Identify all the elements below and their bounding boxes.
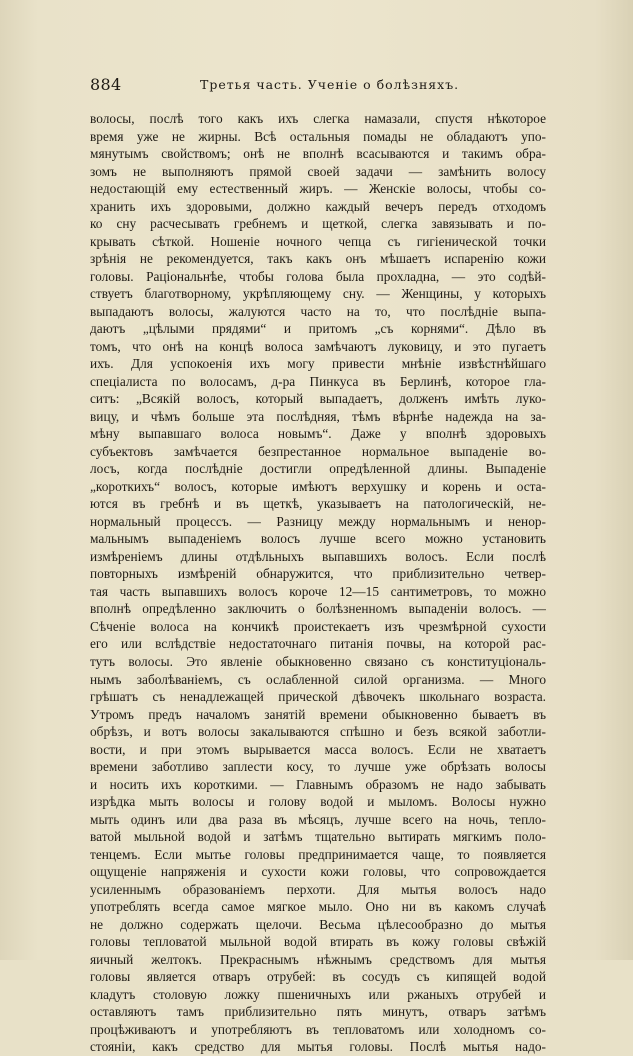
text-line: зрѣнія не рекомендуется, такъ какъ онъ мѣшаетъ испаренію кожи	[90, 251, 546, 267]
text-line: лосъ, когда послѣдніе достигли опредѣленной длины. Выпаденіе	[90, 461, 546, 477]
text-line: тутъ волосы. Это явленіе обыкновенно связано съ конституціональ-	[90, 653, 546, 669]
text-line: грѣшатъ съ ненадлежащей прической дѣвочекъ школьнаго возраста.	[90, 689, 546, 705]
text-line: головы является отваръ отрубей: въ сосудъ съ кипящей водой	[90, 969, 546, 985]
text-line: томъ, что онѣ на концѣ волоса замѣчаютъ луковицу, и это пугаетъ	[90, 338, 546, 354]
text-line: мыть одинъ или два раза въ мѣсяцъ, лучше всего на ночь, тепло-	[90, 811, 546, 827]
page-header	[90, 75, 543, 97]
text-line: хранить ихъ здоровыми, должно каждый вечеръ передъ отходомъ	[90, 198, 546, 214]
text-line: время уже не жирны. Всѣ остальныя помады не обладаютъ упо-	[90, 128, 546, 144]
text-line: тая часть выпавшихъ волосъ короче 12—15 сантиметровъ, то можно	[90, 583, 546, 599]
text-line: употреблять всегда самое мягкое мыло. Оно ни въ какомъ случаѣ	[90, 899, 546, 915]
text-line: и носить ихъ короткими. — Главнымъ образомъ не надо забывать	[90, 776, 546, 792]
text-line: спеціалиста по волосамъ, д-ра Пинкуса въ Берлинѣ, которое гла-	[90, 373, 546, 389]
text-line: вполнѣ опредѣленно заключить о болѣзненномъ выпаденіи волосъ. —	[90, 601, 546, 617]
text-line: процѣживаютъ и употребляютъ въ тепловатомъ или холодномъ со-	[90, 1021, 546, 1037]
text-line: мальнымъ выпаденіемъ волосъ лучше всего можно установить	[90, 531, 546, 547]
text-line: обрѣзъ, и вотъ волосы закалываются спѣшно и безъ всякой заботли-	[90, 724, 546, 740]
text-line: кладутъ столовую ложку пшеничныхъ или ржаныхъ отрубей и	[90, 986, 546, 1002]
text-line: крывать сѣткой. Ношеніе ночного чепца съ гигіенической точки	[90, 233, 546, 249]
text-line: не должно содержать щелочи. Весьма цѣлесообразно до мытья	[90, 916, 546, 932]
text-line: головы тепловатой мыльной водой втирать въ кожу головы свѣжій	[90, 934, 546, 950]
text-line: мянутымъ свойствомъ; онѣ не вполнѣ всасываются и такимъ обра-	[90, 146, 546, 162]
text-line: Утромъ предъ началомъ занятій времени обыкновенно бываетъ въ	[90, 706, 546, 722]
text-line: мѣну выпавшаго волоса новымъ“. Даже у вполнѣ здоровыхъ	[90, 426, 546, 442]
text-line: ко сну расчесывать гребнемъ и щеткой, слегка завязывать и по-	[90, 216, 546, 232]
text-line: нымъ заболѣваніемъ, съ ослабленной силой организма. — Много	[90, 671, 546, 687]
text-line: „короткихъ“ волосъ, которые имѣютъ верхушку и корень и оста-	[90, 478, 546, 494]
text-line: недостающій ему естественный жиръ. — Женскіе волосы, чтобы со-	[90, 181, 546, 197]
running-head: Третья часть. Ученіе о болѣзняхъ.	[200, 77, 460, 92]
text-line: измѣреніемъ длины отдѣльныхъ выпавшихъ волосъ. Если послѣ	[90, 548, 546, 564]
text-line: нормальный процессъ. — Разницу между нормальнымъ и ненор-	[90, 513, 546, 529]
text-line: ситъ: „Всякій волосъ, который выпадаетъ, долженъ имѣть луко-	[90, 391, 546, 407]
text-line: времени заботливо заплести косу, то лучше уже обрѣзать волосы	[90, 759, 546, 775]
text-line: даютъ „цѣлыми прядями“ и притомъ „съ корнями“. Дѣло въ	[90, 321, 546, 337]
page-number: 884	[90, 75, 122, 94]
text-line: Сѣченіе волоса на кончикѣ проистекаетъ изъ чрезмѣрной сухости	[90, 618, 546, 634]
text-line: ощущеніе напряженія и сухости кожи головы, что сопровождается	[90, 864, 546, 880]
text-line: оставляютъ тамъ приблизительно пять минутъ, отваръ затѣмъ	[90, 1004, 546, 1020]
text-line: ствуетъ благотворному, укрѣпляющему сну. — Женщины, у которыхъ	[90, 286, 546, 302]
text-line: ватой мыльной водой и затѣмъ тщательно вытирать мягкимъ поло-	[90, 829, 546, 845]
text-line: головы. Раціональнѣе, чтобы голова была прохладна, — это содѣй-	[90, 268, 546, 284]
text-line: повторныхъ измѣреній обнаружится, что приблизительно четвер-	[90, 566, 546, 582]
text-line: усиленнымъ образованіемъ перхоти. Для мытья волосъ надо	[90, 881, 546, 897]
text-line: яичный желтокъ. Прекраснымъ нѣжнымъ средствомъ для мытья	[90, 951, 546, 967]
text-line: вости, и при этомъ вырывается масса волосъ. Если не хватаетъ	[90, 741, 546, 757]
text-line: волосы, послѣ того какъ ихъ слегка намазали, спустя нѣкоторое	[90, 111, 546, 126]
text-line: тенцемъ. Если мытье головы предпринимается чаще, то появляется	[90, 846, 546, 862]
text-line: изрѣдка мыть волосы и голову водой и мыломъ. Волосы нужно	[90, 794, 546, 810]
text-line: вицу, и чѣмъ больше эта послѣдняя, тѣмъ вѣрнѣе надежда на за-	[90, 408, 546, 424]
text-line: субъектовъ замѣчается безпрестанное нормальное выпаденіе во-	[90, 443, 546, 459]
text-line: зомъ не выполняютъ прямой своей задачи — замѣнить волосу	[90, 163, 546, 179]
text-line: его или вслѣдствіе недостаточнаго питанія почвы, на которой рас-	[90, 636, 546, 652]
text-line: выпадаютъ волосы, жалуются часто на то, что послѣдніе выпа-	[90, 303, 546, 319]
text-line: ются въ гребнѣ и въ щеткѣ, указываетъ на патологическій, не-	[90, 496, 546, 512]
text-line: стояніи, какъ средство для мытья головы. Послѣ мытья надо-	[90, 1039, 546, 1055]
text-line: ихъ. Для успокоенія ихъ могу привести мнѣніе извѣстнѣйшаго	[90, 356, 546, 372]
body-text	[90, 110, 546, 1056]
